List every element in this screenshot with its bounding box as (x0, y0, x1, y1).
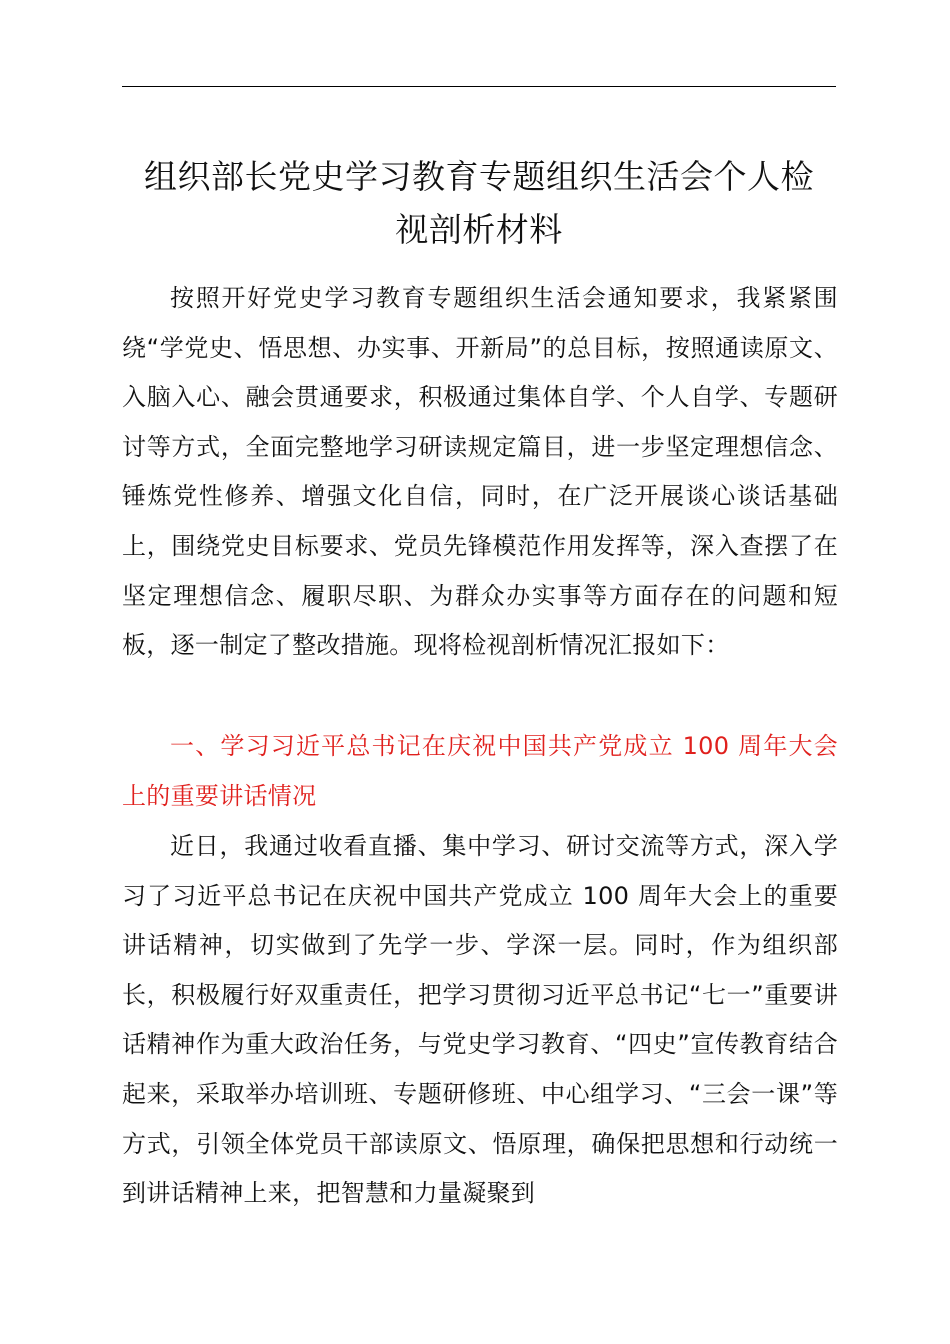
section-paragraph: 近日，我通过收看直播、集中学习、研讨交流等方式，深入学习了习近平总书记在庆祝中国共产党成立 100 周年大会上的重要讲话精神，切实做到了先学一步、学深一层。同时，作为组织部长，积极履行好双重责任，把学习贯彻习近平总书记“七一”重要讲话精神作为重大政治任务，与党史学习教育、“四史”宣传教育结合起来，采取举办培训班、专题研修班、中心组学习、“三会一课”等方式，引领全体党员干部读原文、悟原理，确保把思想和行动统一到讲话精神上来，把智慧和力量凝聚到 (122, 832, 838, 1208)
header-rule (122, 86, 836, 87)
title-line-2: 视剖析材料 (395, 210, 563, 249)
document-title (110, 150, 848, 256)
title-line-1: 组织部长党史学习教育专题组织生活会个人检 (144, 157, 814, 196)
intro-paragraph: 按照开好党史学习教育专题组织生活会通知要求，我紧紧围绕“学党史、悟思想、办实事、开新局”的总目标，按照通读原文、入脑入心、融会贯通要求，积极通过集体自学、个人自学、专题研讨等方式，全面完整地学习研读规定篇目，进一步坚定理想信念、锤炼党性修养、增强文化自信，同时，在广泛开展谈心谈话基础上，围绕党史目标要求、党员先锋模范作用发挥等，深入查摆了在坚定理想信念、履职尽职、为群众办实事等方面存在的问题和短板，逐一制定了整改措施。现将检视剖析情况汇报如下： (122, 284, 838, 660)
section-heading: 一、学习习近平总书记在庆祝中国共产党成立 100 周年大会上的重要讲话情况 (122, 732, 838, 810)
